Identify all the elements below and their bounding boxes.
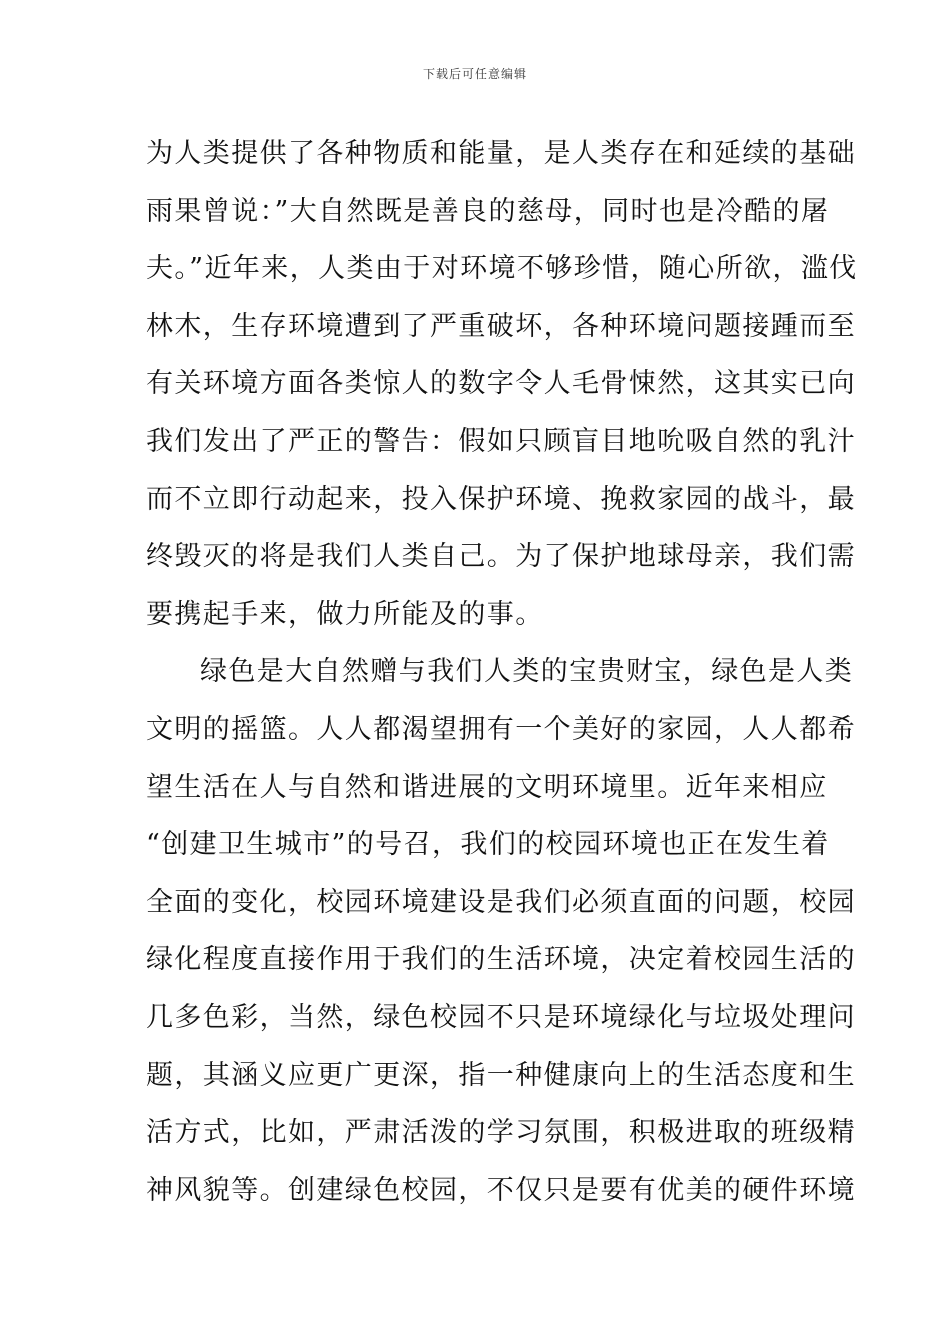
text-line: 雨果曾说：”大自然既是善良的慈母，同时也是冷酷的屠 — [146, 195, 830, 227]
text-line: 有关环境方面各类惊人的数字令人毛骨悚然，这其实已向 — [146, 368, 856, 400]
text-line: 几多色彩，当然，绿色校园不只是环境绿化与垃圾处理问 — [146, 1001, 856, 1033]
text-line: 题，其涵义应更广更深，指一种健康向上的生活态度和生 — [146, 1059, 856, 1091]
text-line: 林木，生存环境遭到了严重破坏，各种环境问题接踵而至 — [146, 310, 856, 342]
text-line: “创建卫生城市”的号召，我们的校园环境也正在发生着 — [146, 829, 830, 861]
text-line: 绿化程度直接作用于我们的生活环境，决定着校园生活的 — [146, 944, 856, 976]
text-line: 终毁灭的将是我们人类自己。为了保护地球母亲，我们需 — [146, 541, 856, 573]
text-line: 望生活在人与自然和谐进展的文明环境里。近年来相应 — [146, 771, 828, 803]
paragraph-2 — [146, 643, 856, 1219]
text-line: 文明的摇篮。人人都渴望拥有一个美好的家园，人人都希 — [146, 713, 856, 745]
page-header-note: 下载后可任意编辑 — [422, 67, 527, 81]
document-body — [146, 125, 858, 1219]
text-line: 绿色是大自然赠与我们人类的宝贵财宝，绿色是人类 — [200, 656, 854, 688]
paragraph-1 — [146, 125, 858, 643]
text-line: 我们发出了严正的警告：假如只顾盲目地吮吸自然的乳汁 — [146, 425, 856, 457]
text-line: 要携起手来，做力所能及的事。 — [146, 598, 544, 630]
text-line: 神风貌等。创建绿色校园，不仅只是要有优美的硬件环境 — [146, 1174, 856, 1206]
text-line: 为人类提供了各种物质和能量，是人类存在和延续的基础 — [146, 138, 856, 169]
text-line: 活方式，比如，严肃活泼的学习氛围，积极进取的班级精 — [146, 1117, 856, 1149]
text-line: 而不立即行动起来，投入保护环境、挽救家园的战斗，最 — [146, 483, 856, 515]
text-line: 全面的变化，校园环境建设是我们必须直面的问题，校园 — [146, 886, 856, 918]
text-line: 夫。”近年来，人类由于对环境不够珍惜，随心所欲，滥伐 — [146, 253, 858, 285]
